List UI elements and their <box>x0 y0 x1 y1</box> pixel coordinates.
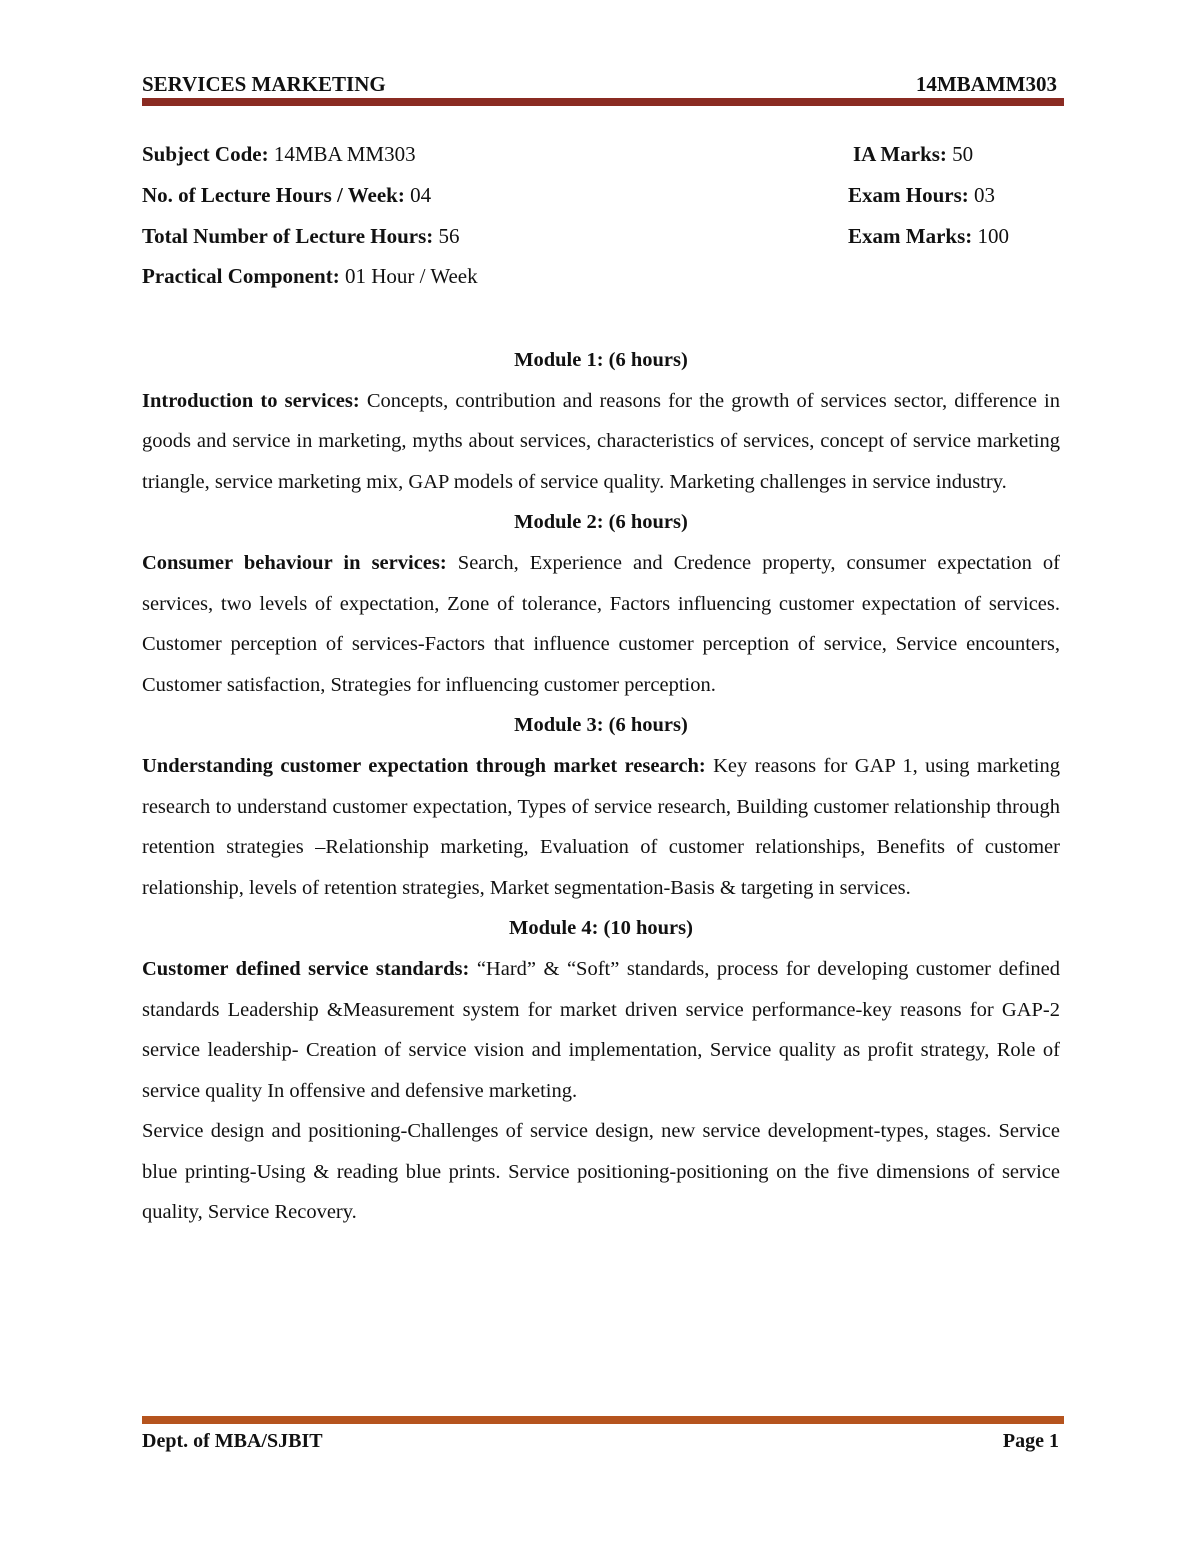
module-4-content: Customer defined service standards: “Hard” & “Soft” standards, process for developing customer defined standards Leadership &Measurement system for market driven service performance-key reasons for GAP-2 service leadership- Creation of service vision and implementation, Service quality as profit strategy, Role of service quality In offensive and defensive marketing. <box>142 957 1060 1102</box>
page-number: Page 1 <box>1002 1430 1059 1452</box>
subject-code: Subject Code: 14MBA MM303 <box>142 142 416 166</box>
page-footer <box>142 1430 1062 1460</box>
module-3-title: Module 3: (6 hours) <box>514 714 688 737</box>
practical-component: Practical Component: 01 Hour / Week <box>142 264 478 288</box>
course-code: 14MBAMM303 <box>915 72 1057 96</box>
module-2-title: Module 2: (6 hours) <box>514 511 688 534</box>
meta-row-1 <box>142 142 1062 172</box>
total-lecture-hours: Total Number of Lecture Hours: 56 <box>142 224 460 248</box>
header-rule <box>142 98 1064 106</box>
meta-row-3 <box>142 224 1062 254</box>
footer-rule <box>142 1416 1064 1424</box>
department: Dept. of MBA/SJBIT <box>142 1430 323 1452</box>
lecture-hours-week: No. of Lecture Hours / Week: 04 <box>142 183 432 207</box>
module-1-content: Introduction to services: Concepts, contribution and reasons for the growth of services sector, difference in goods and service in marketing, myths about services, characteristics of services, concept of service marketing triangle, service marketing mix, GAP models of service quality. Marketing challenges in service industry. <box>142 389 1060 493</box>
ia-marks: IA Marks: 50 <box>853 142 974 166</box>
meta-row-2 <box>142 183 1062 213</box>
meta-row-4 <box>142 264 1062 294</box>
exam-marks: Exam Marks: 100 <box>848 224 1009 248</box>
exam-hours: Exam Hours: 03 <box>848 183 995 207</box>
module-4-title: Module 4: (10 hours) <box>509 917 693 940</box>
module-2-content: Consumer behaviour in services: Search, Experience and Credence property, consumer expectation of services, two levels of expectation, Zone of tolerance, Factors influencing customer expectation of services. Customer perception of services-Factors that influence customer perception of service, Service encounters, Customer satisfaction, Strategies for influencing customer perception. <box>142 551 1060 696</box>
module-3-content: Understanding customer expectation through market research: Key reasons for GAP 1, using marketing research to understand customer expectation, Types of service research, Building customer relationship through retention strategies –Relationship marketing, Evaluation of customer relationships, Benefits of customer relationship, levels of retention strategies, Market segmentation-Basis & targeting in services. <box>142 754 1060 899</box>
syllabus-body <box>142 340 1060 1233</box>
module-4-extra: Service design and positioning-Challenges of service design, new service development-types, stages. Service blue printing-Using & reading blue prints. Service positioning-positioning on the five dimensions of service quality, Service Recovery. <box>142 1120 1060 1224</box>
course-title: SERVICES MARKETING <box>142 72 386 96</box>
module-1-title: Module 1: (6 hours) <box>514 349 688 371</box>
